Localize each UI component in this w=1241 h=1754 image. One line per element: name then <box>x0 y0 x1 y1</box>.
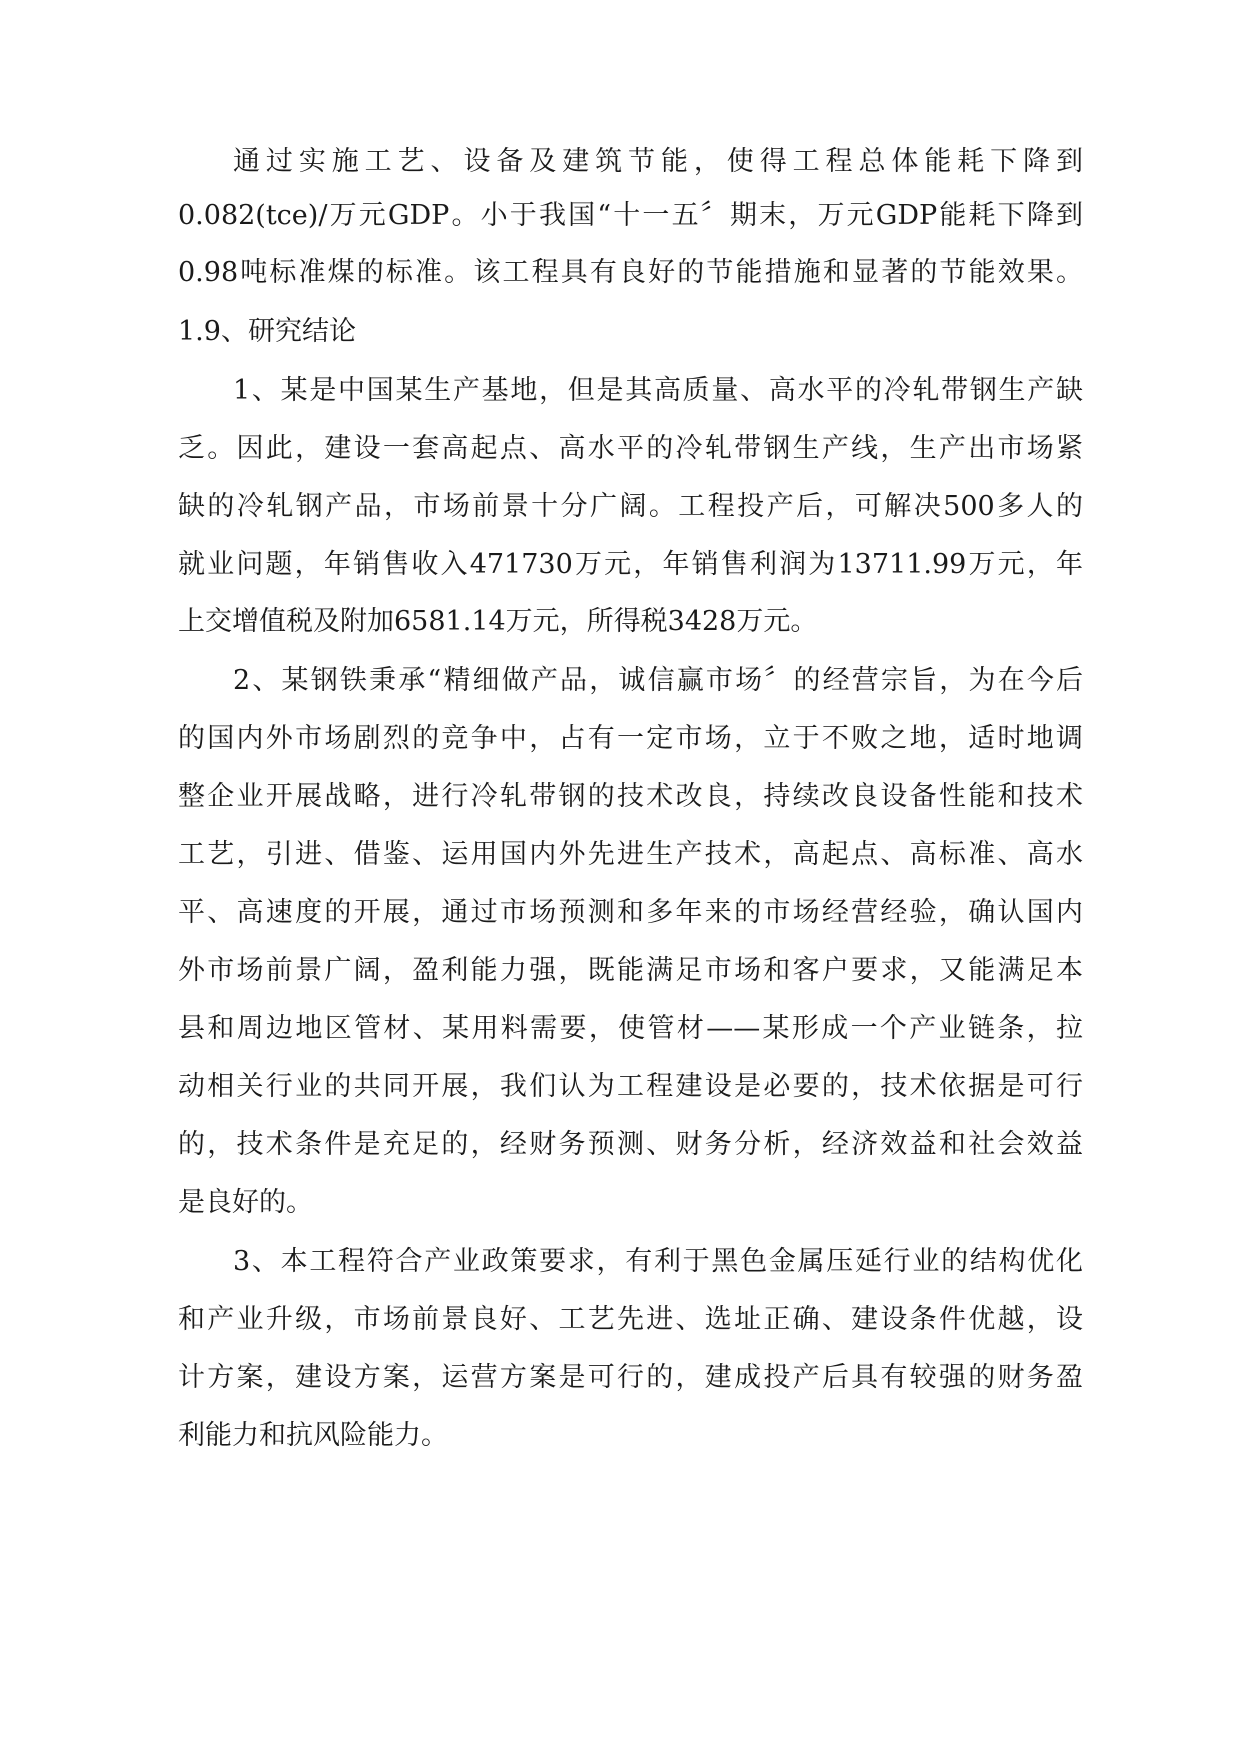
paragraph-line: 缺的冷轧钢产品，市场前景十分广阔。工程投产后，可解决500多人的 <box>178 491 1083 522</box>
paragraph-line: 2、某钢铁秉承“精细做产品，诚信赢市场〞的经营宗旨，为在今后 <box>233 665 1083 696</box>
paragraph-line: 1、某是中国某生产基地，但是其高质量、高水平的冷轧带钢生产缺 <box>233 375 1083 406</box>
section-heading: 1.9、研究结论 <box>178 316 356 347</box>
paragraph-line: 的国内外市场剧烈的竞争中，占有一定市场，立于不败之地，适时地调 <box>178 723 1083 754</box>
paragraph-line: 乏。因此，建设一套高起点、高水平的冷轧带钢生产线，生产出市场紧 <box>178 433 1083 464</box>
paragraph-line: 外市场前景广阔，盈利能力强，既能满足市场和客户要求，又能满足本 <box>178 955 1083 986</box>
paragraph-line: 整企业开展战略，进行冷轧带钢的技术改良，持续改良设备性能和技术 <box>178 781 1083 812</box>
paragraph-line: 利能力和抗风险能力。 <box>178 1420 448 1451</box>
paragraph-line: 0.98吨标准煤的标准。该工程具有良好的节能措施和显著的节能效果。 <box>178 257 1083 288</box>
paragraph-line: 计方案，建设方案，运营方案是可行的，建成投产后具有较强的财务盈 <box>178 1362 1083 1393</box>
paragraph-line: 县和周边地区管材、某用料需要，使管材——某形成一个产业链条，拉 <box>178 1013 1083 1044</box>
paragraph-line: 0.082(tce)/万元GDP。小于我国“十一五〞期末，万元GDP能耗下降到 <box>178 200 1083 231</box>
paragraph-line: 动相关行业的共同开展，我们认为工程建设是必要的，技术依据是可行 <box>178 1071 1083 1102</box>
paragraph-line: 是良好的。 <box>178 1187 313 1218</box>
paragraph-line: 平、高速度的开展，通过市场预测和多年来的市场经营经验，确认国内 <box>178 897 1083 928</box>
paragraph-line: 3、本工程符合产业政策要求，有利于黑色金属压延行业的结构优化 <box>233 1246 1083 1277</box>
paragraph-line: 通过实施工艺、设备及建筑节能，使得工程总体能耗下降到 <box>233 146 1083 177</box>
paragraph-line: 的，技术条件是充足的，经财务预测、财务分析，经济效益和社会效益 <box>178 1129 1083 1160</box>
paragraph-line: 上交增值税及附加6581.14万元，所得税3428万元。 <box>178 606 818 637</box>
paragraph-line: 和产业升级，市场前景良好、工艺先进、选址正确、建设条件优越，设 <box>178 1304 1083 1335</box>
paragraph-line: 工艺，引进、借鉴、运用国内外先进生产技术，高起点、高标准、高水 <box>178 839 1083 870</box>
paragraph-line: 就业问题，年销售收入471730万元，年销售利润为13711.99万元，年 <box>178 549 1083 580</box>
